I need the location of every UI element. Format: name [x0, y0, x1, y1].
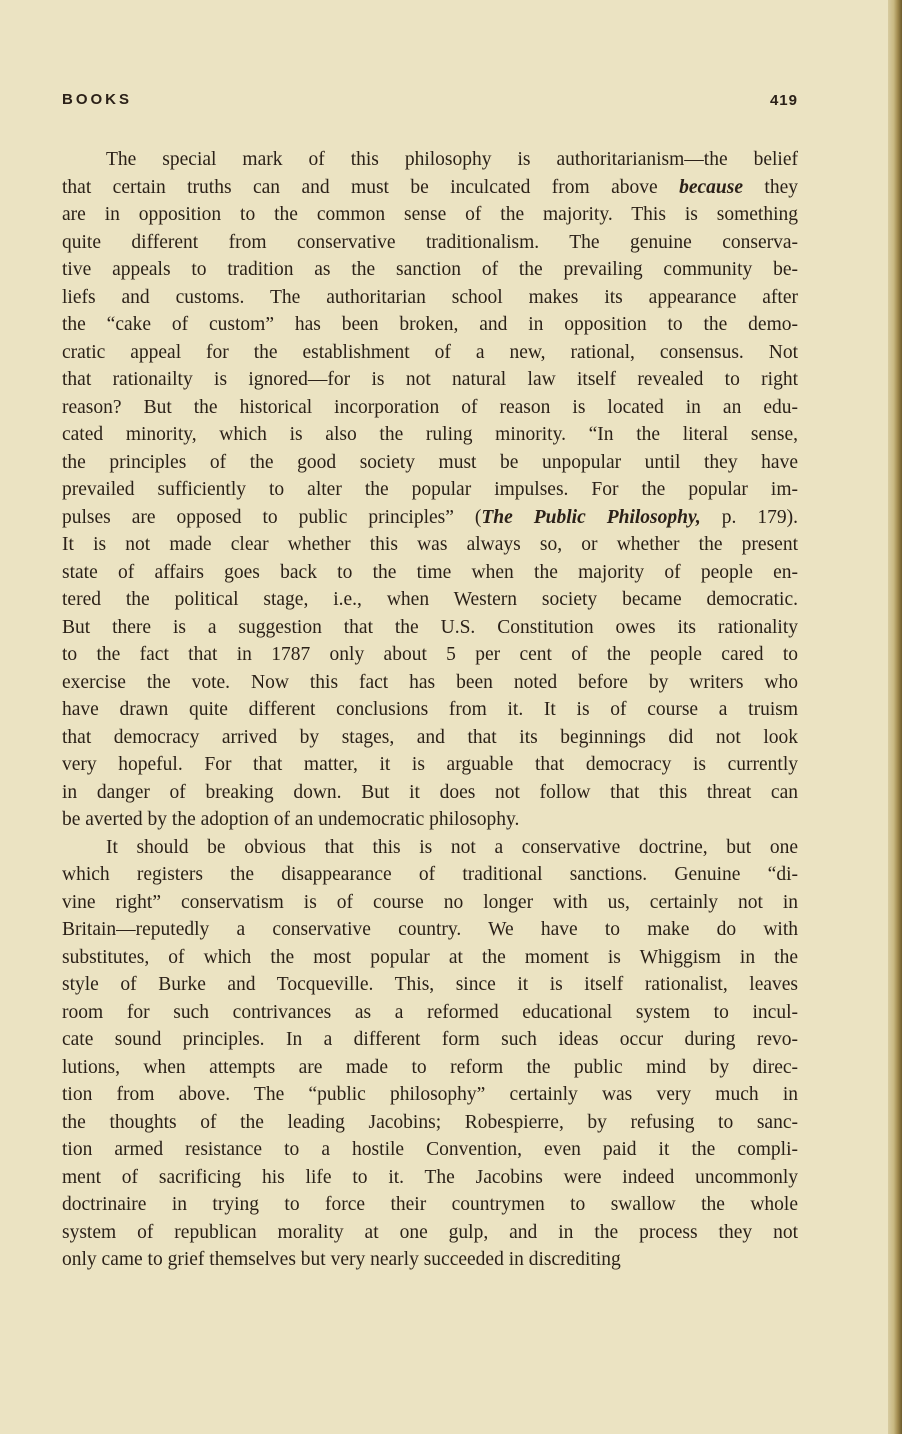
- text-line: are in opposition to the common sense of the majority. This is something: [62, 204, 798, 225]
- text-line: cratic appeal for the establishment of a new, rational, consensus. Not: [62, 341, 798, 363]
- text-line: tion from above. The “public philosophy” certainly was very much in: [62, 1084, 798, 1105]
- text-line: [62, 174, 798, 202]
- text-line: system of republican morality at one gulp, and in the process they not: [62, 1221, 798, 1243]
- text-line: cated minority, which is also the ruling minority. “In the literal sense,: [62, 424, 798, 445]
- text-line: that rationailty is ignored—for is not natural law itself revealed to right: [62, 369, 798, 390]
- text-line: room for such contrivances as a reformed educational system to incul-: [62, 1001, 798, 1023]
- text-line: quite different from conservative traditionalism. The genuine conserva-: [62, 231, 798, 253]
- text-line: tered the political stage, i.e., when Western society became democratic.: [62, 589, 798, 610]
- text-line: only came to grief themselves but very nearly succeeded in discrediting: [62, 1249, 621, 1270]
- text-line: lutions, when attempts are made to reform the public mind by direc-: [62, 1056, 798, 1078]
- text-line: doctrinaire in trying to force their countrymen to swallow the whole: [62, 1194, 798, 1215]
- text-line: The special mark of this philosophy is authoritarianism—the belief: [106, 149, 798, 170]
- text-line: in danger of breaking down. But it does not follow that this threat can: [62, 781, 798, 803]
- text-line: the principles of the good society must be unpopular until they have: [62, 451, 798, 473]
- text-line: cate sound principles. In a different form such ideas occur during revo-: [62, 1029, 798, 1050]
- text-segment: pulses are opposed to public principles” (: [62, 506, 482, 528]
- text-line: tive appeals to tradition as the sanction of the prevailing community be-: [62, 259, 798, 280]
- text-line: But there is a suggestion that the U.S. Constitution owes its rationality: [62, 616, 798, 638]
- text-line: the “cake of custom” has been broken, and in opposition to the demo-: [62, 314, 798, 335]
- text-line: state of affairs goes back to the time when the majority of people en-: [62, 561, 798, 583]
- text-line: have drawn quite different conclusions from it. It is of course a truism: [62, 699, 798, 720]
- text-line: tion armed resistance to a hostile Convention, even paid it the compli-: [62, 1139, 798, 1160]
- text-line: to the fact that in 1787 only about 5 per cent of the people cared to: [62, 644, 798, 665]
- section-title: BOOKS: [62, 91, 133, 108]
- text-line: style of Burke and Tocqueville. This, since it is itself rationalist, leaves: [62, 974, 798, 995]
- italic-text: The Public Philosophy,: [481, 506, 701, 528]
- text-line: ment of sacrificing his life to it. The Jacobins were indeed uncommonly: [62, 1166, 798, 1188]
- page-number: 419: [769, 92, 798, 109]
- text-line: exercise the vote. Now this fact has been noted before by writers who: [62, 671, 798, 693]
- text-line: It is not made clear whether this was always so, or whether the present: [62, 534, 798, 555]
- text-line: that democracy arrived by stages, and that its beginnings did not look: [62, 726, 798, 748]
- text-line: the thoughts of the leading Jacobins; Robespierre, by refusing to sanc-: [62, 1111, 798, 1133]
- text-line: reason? But the historical incorporation of reason is located in an edu-: [62, 396, 798, 418]
- text-line: Britain—reputedly a conservative country. We have to make do with: [62, 919, 798, 940]
- text-line: substitutes, of which the most popular at the moment is Whiggism in the: [62, 946, 798, 968]
- text-line: prevailed sufficiently to alter the popular impulses. For the popular im-: [62, 479, 798, 500]
- text-line: liefs and customs. The authoritarian school makes its appearance after: [62, 286, 798, 308]
- text-segment: that certain truths can and must be inculcated from above: [62, 176, 680, 198]
- text-line: [62, 504, 798, 532]
- text-line: which registers the disappearance of traditional sanctions. Genuine “di-: [62, 864, 798, 885]
- body-text: [62, 146, 798, 1274]
- paragraph: [62, 146, 798, 834]
- text-line: It should be obvious that this is not a conservative doctrine, but one: [106, 836, 798, 858]
- paragraph: [62, 834, 798, 1274]
- text-segment: p. 179).: [700, 506, 798, 528]
- text-line: very hopeful. For that matter, it is arguable that democracy is currently: [62, 754, 798, 775]
- text-line: be averted by the adoption of an undemocratic philosophy.: [62, 809, 520, 830]
- italic-text: because: [679, 176, 743, 198]
- page-edge: [888, 0, 902, 1434]
- text-line: vine right” conservatism is of course no longer with us, certainly not in: [62, 891, 798, 913]
- text-segment: they: [743, 176, 798, 198]
- running-header: [62, 91, 798, 117]
